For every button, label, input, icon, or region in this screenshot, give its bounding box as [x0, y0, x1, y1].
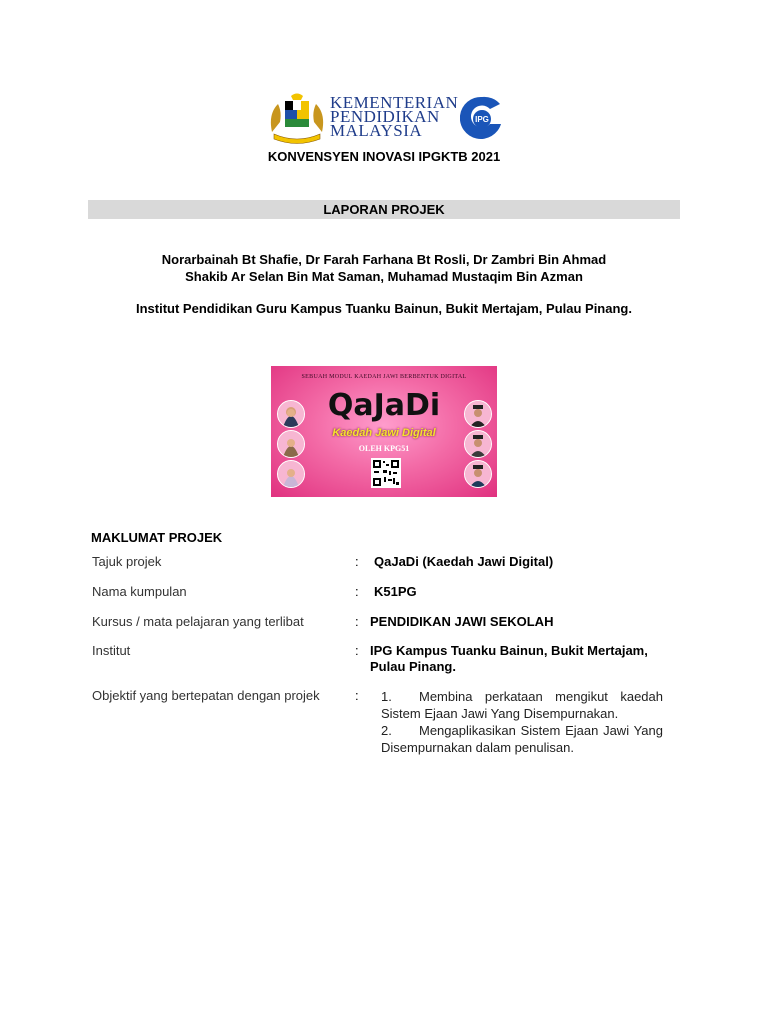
objective-item: [381, 688, 663, 722]
objective-number: 1.: [381, 689, 392, 704]
authors-line-2: Shakib Ar Selan Bin Mat Saman, Muhamad Mustaqim Bin Azman: [185, 269, 583, 284]
member-photo: [464, 400, 492, 428]
info-colon: :: [355, 554, 359, 569]
objective-number: 2.: [381, 723, 392, 738]
info-label: Institut: [92, 643, 131, 658]
ministry-line-1: KEMENTERIAN: [330, 93, 459, 112]
institution-name: Institut Pendidikan Guru Kampus Tuanku Bainun, Bukit Mertajam, Pulau Pinang.: [136, 301, 632, 316]
institute-value-line-1: IPG Kampus Tuanku Bainun, Bukit Mertajam,: [370, 643, 648, 658]
member-photo: [464, 460, 492, 488]
objective-text: Mengaplikasikan Sistem Ejaan Jawi Yang Disempurnakan dalam penulisan.: [381, 723, 663, 755]
ministry-line-3: MALAYSIA: [330, 121, 423, 140]
banner-by: OLEH KPG51: [358, 444, 410, 453]
banner-tagline: SEBUAH MODUL KAEDAH JAWI BERBENTUK DIGITAL: [301, 374, 467, 380]
project-banner-image: [271, 366, 497, 497]
info-label: Objektif yang bertepatan dengan projek: [92, 688, 320, 703]
info-label: Nama kumpulan: [92, 584, 187, 599]
info-colon: :: [355, 584, 359, 599]
group-name-value: K51PG: [374, 584, 417, 599]
info-colon: :: [355, 614, 359, 629]
malaysia-coat-of-arms-icon: [264, 92, 330, 146]
institute-value-line-2: Pulau Pinang.: [370, 659, 456, 674]
ipg-logo-text: IPG: [475, 115, 489, 124]
objective-item: [381, 722, 663, 756]
ipg-logo-icon: [460, 94, 504, 144]
convention-title: KONVENSYEN INOVASI IPGKTB 2021: [267, 149, 501, 164]
info-label: Tajuk projek: [92, 554, 162, 569]
report-label-band: LAPORAN PROJEK: [88, 200, 680, 219]
info-label: Kursus / mata pelajaran yang terlibat: [92, 614, 304, 629]
ministry-name: [330, 93, 460, 140]
member-photo: [277, 430, 305, 458]
member-photo: [277, 400, 305, 428]
info-colon: :: [355, 688, 359, 703]
info-colon: :: [355, 643, 359, 658]
authors-line-1: Norarbainah Bt Shafie, Dr Farah Farhana Bt Rosli, Dr Zambri Bin Ahmad: [161, 252, 607, 267]
project-title-value: QaJaDi (Kaedah Jawi Digital): [374, 554, 554, 569]
banner-title: QaJaDi: [327, 388, 441, 423]
course-value: PENDIDIKAN JAWI SEKOLAH: [370, 614, 554, 629]
banner-subtitle: Kaedah Jawi Digital: [332, 427, 436, 439]
objectives-list: [381, 688, 663, 756]
project-info-heading: MAKLUMAT PROJEK: [91, 530, 223, 545]
authors: [0, 251, 768, 285]
member-photo: [277, 460, 305, 488]
ministry-line-2: PENDIDIKAN: [330, 107, 440, 126]
member-photo: [464, 430, 492, 458]
header-logos: [262, 92, 506, 146]
qr-code-icon: [371, 458, 401, 488]
objective-text: Membina perkataan mengikut kaedah Sistem Ejaan Jawi Yang Disempurnakan.: [381, 689, 663, 721]
